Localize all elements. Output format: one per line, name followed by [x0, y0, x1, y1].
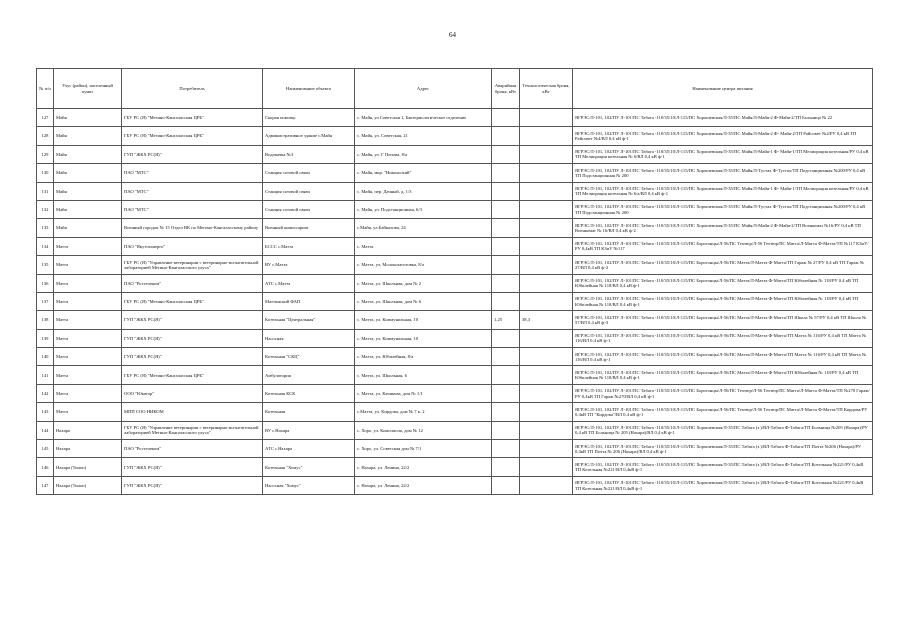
row-tech-reserve: [520, 458, 573, 476]
row-emergency-reserve: [492, 329, 520, 347]
row-number: 137: [37, 292, 54, 310]
row-consumer: ГУП "ЖКХ РС(Я)": [122, 145, 263, 163]
row-address: с. Матта, ул. Качикова, дом № 1/1: [355, 384, 492, 402]
row-district: Майя: [54, 127, 122, 145]
row-number: 146: [37, 458, 54, 476]
row-tech-reserve: [520, 256, 573, 274]
table-row: [37, 476, 873, 494]
row-district: Нахара: [54, 421, 122, 439]
row-emergency-reserve: [492, 384, 520, 402]
row-district: Матта: [54, 311, 122, 329]
table-row: [37, 440, 873, 458]
row-tech-reserve: [520, 476, 573, 494]
row-consumer: ПАО "Якутскэнерго": [122, 237, 263, 255]
row-emergency-reserve: [492, 292, 520, 310]
row-number: 139: [37, 329, 54, 347]
row-power-center: ЯГРЭС/Л-101, 102/ПУ Л-101/ПС Табага -110/35/10/Л-115/ПС Хорошевская/Л-35/ПС Майя/Л-Майя-2 Ф-Майя-2/ТП Военкомат №16/РУ 0,4 кВ ТП Военкомат № 16/ВЛ 0,4 кВ ф-2: [573, 219, 873, 237]
row-number: 147: [37, 476, 54, 494]
row-object: Котельная "СКЦ": [263, 348, 355, 366]
row-address: с. Матта, ул. Коммунальная, 10: [355, 329, 492, 347]
row-address: с. Нахара, ул. Ленина, 22/2: [355, 458, 492, 476]
row-district: Матта: [54, 292, 122, 310]
row-emergency-reserve: [492, 256, 520, 274]
row-consumer: ГУП "ЖКХ РС(Я)": [122, 458, 263, 476]
row-number: 131: [37, 182, 54, 200]
row-number: 145: [37, 440, 54, 458]
row-object: АТС с.Нахара: [263, 440, 355, 458]
header-object: Наименование объекта: [263, 69, 355, 109]
row-emergency-reserve: [492, 403, 520, 421]
row-object: Котельная "Центральная": [263, 311, 355, 329]
row-district: Матта: [54, 366, 122, 384]
row-emergency-reserve: [492, 274, 520, 292]
row-address: с. Матта, ул. Молокозаготовка, 8/а: [355, 256, 492, 274]
row-district: Матта: [54, 348, 122, 366]
row-district: Матта: [54, 403, 122, 421]
row-district: Матта: [54, 256, 122, 274]
table-row: [37, 256, 873, 274]
page-number: 64: [449, 31, 456, 39]
row-address: с. Нахара, ул. Ленина, 22/2: [355, 476, 492, 494]
row-tech-reserve: [520, 237, 573, 255]
row-consumer: ГБУ РС (Я) "Мегино-Кангаласская ЦРБ": [122, 127, 263, 145]
row-tech-reserve: [520, 145, 573, 163]
row-emergency-reserve: [492, 237, 520, 255]
row-consumer: ПАО "Ростелеком": [122, 440, 263, 458]
header-power-center: Наименование центра питания: [573, 69, 873, 109]
row-number: 135: [37, 256, 54, 274]
row-object: Скорая помощь: [263, 109, 355, 127]
header-address: Адрес: [355, 69, 492, 109]
row-object: Станция сотовой связи: [263, 182, 355, 200]
row-object: Административное здание с.Майя: [263, 127, 355, 145]
row-emergency-reserve: [492, 219, 520, 237]
row-tech-reserve: [520, 384, 573, 402]
table-row: [37, 329, 873, 347]
row-power-center: ЯГРЭС/Л-101, 102/ПУ Л-101/ПС Табага -110/35/10/Л-115/ПС Хорошевская/Л-35/ПС Табага (з.)/ВЛ-Табага Ф-Табага/ТП Котельная №221/РУ 0,4кВ ТП Котельная №221/ВЛ 0,4кВ ф-1: [573, 476, 873, 494]
row-emergency-reserve: [492, 348, 520, 366]
row-tech-reserve: [520, 200, 573, 218]
row-tech-reserve: [520, 164, 573, 182]
row-district: Майя: [54, 200, 122, 218]
row-power-center: ЯГРЭС/Л-101, 102/ПУ Л-101/ПС Табага -110/35/10/Л-115/ПС Борогонцы/Л-56/ПС Матта/Л-Матта Ф-Матта/ТП Юбилейная № 118/РУ 0,4 кВ ТП Юбилейная № 118/ВЛ 0,4 кВ ф-1: [573, 292, 873, 310]
row-power-center: ЯГРЭС/Л-101, 102/ПУ Л-101/ПС Табага -110/35/10/Л-115/ПС Хорошевская/Л-35/ПС Табага (з.)/ВЛ-Табага Ф-Табага/ТП Котельная №221/РУ 0,4кВ ТП Котельная №221/ВЛ 0,4кВ ф-1: [573, 458, 873, 476]
row-consumer: ГБУ РС (Я) "Мегино-Кангаласская ЦРБ": [122, 109, 263, 127]
row-consumer: МПП СОО НИКОМ: [122, 403, 263, 421]
table-row: [37, 458, 873, 476]
table-header: [37, 69, 873, 109]
row-object: Котельная "Хомус": [263, 458, 355, 476]
table-body: [37, 109, 873, 495]
row-district: Матта: [54, 274, 122, 292]
row-address: с.Майя, ул.Байкалова, 24: [355, 219, 492, 237]
row-object: Котельная КСК: [263, 384, 355, 402]
row-district: Нахара (Тоноп): [54, 476, 122, 494]
table-row: [37, 292, 873, 310]
row-address: с. Майя, ул. Г Попова, 8/а: [355, 145, 492, 163]
table-row: [37, 384, 873, 402]
row-emergency-reserve: [492, 182, 520, 200]
row-consumer: ГУП "ЖКХ РС(Я)": [122, 311, 263, 329]
row-object: Насосная "Хомус": [263, 476, 355, 494]
row-district: Нахара (Тоноп): [54, 458, 122, 476]
table-row: [37, 348, 873, 366]
table-row: [37, 164, 873, 182]
row-consumer: ГУП "ЖКХ РС(Я)": [122, 348, 263, 366]
row-number: 132: [37, 200, 54, 218]
row-object: ВУ с.Нахара: [263, 421, 355, 439]
row-object: Станция сотовой связи: [263, 164, 355, 182]
row-consumer: ГУП "ЖКХ РС(Я)": [122, 329, 263, 347]
row-district: Майя: [54, 219, 122, 237]
table-row: [37, 200, 873, 218]
row-power-center: ЯГРЭС/Л-101, 102/ПУ Л-101/ПС Табага -110/35/10/Л-115/ПС Хорошевская/Л-35/ПС Табага (з.)/ВЛ-Табага Ф-Табага/ТП Больница №205 (Нахара)/РУ 0,4 кВ ТП Больница № 205 (Нахара)/ВЛ 0,4 кВ ф-1: [573, 421, 873, 439]
row-tech-reserve: [520, 403, 573, 421]
row-tech-reserve: [520, 182, 573, 200]
row-address: с. Хоро, ул. Советская дом № 7/1: [355, 440, 492, 458]
row-number: 129: [37, 145, 54, 163]
row-power-center: ЯГРЭС/Л-101, 102/ПУ Л-101/ПС Табага -110/35/10/Л-115/ПС Борогонцы/Л-56/ПС Техтюр/Л-56 Техтюр/ПС Матта/Л-Матта Ф-Матта/ТП Кирдова/РУ 0,4кВ ТП "Кирдова"/ВЛ 0,4 кВ ф-1: [573, 403, 873, 421]
row-emergency-reserve: [492, 200, 520, 218]
row-number: 141: [37, 366, 54, 384]
header-emergency-reserve: Аварийная броня, кВт: [492, 69, 520, 109]
header-number: № п/п: [37, 69, 54, 109]
row-power-center: ЯГРЭС/Л-101, 102/ПУ Л-101/ПС Табага -110/35/10/Л-115/ПС Хорошевская/Л-35/ПС Майя/Л-Тустах Ф-Тустах/ТП Подстанционная №200/РУ 0,4 кВ ТП Подстанционная № 200: [573, 164, 873, 182]
row-emergency-reserve: [492, 476, 520, 494]
row-power-center: ЯГРЭС/Л-101, 102/ПУ Л-101/ПС Табага -110/35/10/Л-115/ПС Хорошевская/Л-35/ПС Майя/Л-Майя-2 Ф-Майя-2/ТП Больница № 22: [573, 109, 873, 127]
row-address: с. Матта, ул. Школьная, дом № 6: [355, 292, 492, 310]
row-consumer: ПАО "МТС": [122, 200, 263, 218]
row-number: 134: [37, 237, 54, 255]
table-row: [37, 145, 873, 163]
row-emergency-reserve: [492, 421, 520, 439]
row-object: Котельная: [263, 403, 355, 421]
row-object: Маттинский ФАП: [263, 292, 355, 310]
row-tech-reserve: [520, 348, 573, 366]
table-row: [37, 237, 873, 255]
power-supply-table: [36, 68, 873, 495]
row-emergency-reserve: [492, 366, 520, 384]
header-tech-reserve: Технологическая броня, кВт: [520, 69, 573, 109]
row-consumer: ГБУ РС (Я) "Управление ветеринарии с ветеринарно-испытательной лабораторией Мегино-Кангаласского улуса": [122, 421, 263, 439]
row-power-center: ЯГРЭС/Л-101, 102/ПУ Л-101/ПС Табага -110/35/10/Л-115/ПС Хорошевская/Л-35/ПС Табага (з.)/ВЛ-Табага Ф-Табага/ТП Почта №206 (Нахара)/РУ 0,4кВ ТП Почта № 206 (Нахара)/ВЛ 0,4 кВ ф-1: [573, 440, 873, 458]
table-row: [37, 274, 873, 292]
row-number: 144: [37, 421, 54, 439]
row-tech-reserve: [520, 421, 573, 439]
row-tech-reserve: [520, 219, 573, 237]
table-row: [37, 421, 873, 439]
row-power-center: ЯГРЭС/Л-101, 102/ПУ Л-101/ПС Табага -110/35/10/Л-115/ПС Хорошевская/Л-35/ПС Майя/Л-Майя-1 Ф- Майя-1/ТП Мелиорация котельная/РУ 0,4 кВ ТП Мелиорация котельная № 6/ВЛ 0,4 кВ ф-1: [573, 145, 873, 163]
row-consumer: ПАО "МТС": [122, 164, 263, 182]
row-emergency-reserve: [492, 440, 520, 458]
row-consumer: ПАО "МТС": [122, 182, 263, 200]
row-power-center: ЯГРЭС/Л-101, 102/ПУ Л-101/ПС Табага -110/35/10/Л-115/ПС Борогонцы/Л-56/ПС Техтюр/Л-56 Техтюр/ПС Матта/Л-Матта Ф-Матта/ТП №270 Гараж/РУ 0,4кВ ТП Гараж №270/ВЛ 0,4 кВ ф-1: [573, 384, 873, 402]
row-consumer: ГБУ РС (Я) "Управление ветеринарии с ветеринарно-испытательной лабораторией Мегино-Кангаласского улуса": [122, 256, 263, 274]
row-address: с. Хоро, ул. Комсомола, дом № 12: [355, 421, 492, 439]
row-tech-reserve: 38,3: [520, 311, 573, 329]
row-consumer: ГБУ РС (Я) "Мегино-Кангаласская ЦРБ": [122, 366, 263, 384]
row-number: 133: [37, 219, 54, 237]
row-address: с. Матта, ул. Школьная, 6: [355, 366, 492, 384]
row-consumer: ГБУ РС (Я) "Мегино-Кангаласская ЦРБ": [122, 292, 263, 310]
row-power-center: ЯГРЭС/Л-101, 102/ПУ Л-101/ПС Табага -110/35/10/Л-115/ПС Борогонцы/Л-56/ПС Матта/Л-Матта Ф-Матта/ТП Юбилейная № 118/РУ 0,4 кВ ТП Юбилейная № 118/ВЛ 0,4 кВ ф-1: [573, 274, 873, 292]
row-tech-reserve: [520, 109, 573, 127]
row-power-center: ЯГРЭС/Л-101, 102/ПУ Л-101/ПС Табага -110/35/10/Л-115/ПС Борогонцы/Л-56/ПС Матта/Л-Матта Ф-Матта/ТП Юбилейная № 118/РУ 0,4 кВ ТП Юбилейная № 118/ВЛ 0,4 кВ ф-1: [573, 366, 873, 384]
row-emergency-reserve: 1,25: [492, 311, 520, 329]
row-consumer: ООО "Юкатор": [122, 384, 263, 402]
row-tech-reserve: [520, 292, 573, 310]
row-power-center: ЯГРЭС/Л-101, 102/ПУ Л-101/ПС Табага -110/35/10/Л-115/ПС Борогонцы/Л-56/ПС Матта/Л-Матта Ф-Матта/ТП Гараж № 27/РУ 0,4 кВ ТП Гараж № 27/ВЛ 0,4 кВ ф-2: [573, 256, 873, 274]
row-object: ВУ с.Матта: [263, 256, 355, 274]
row-power-center: ЯГРЭС/Л-101, 102/ПУ Л-101/ПС Табага -110/35/10/Л-115/ПС Борогонцы/Л-56/ПС Матта/Л-Матта Ф-Матта/ТП Школа № 57/РУ 0,4 кВ ТП Школа № 57/ВЛ 0,4 кВ ф-3: [573, 311, 873, 329]
row-district: Матта: [54, 384, 122, 402]
table-row: [37, 109, 873, 127]
row-object: АТС с.Матта: [263, 274, 355, 292]
row-object: Насосная: [263, 329, 355, 347]
row-tech-reserve: [520, 366, 573, 384]
header-district: Улус (район), населенный пункт: [54, 69, 122, 109]
row-district: Матта: [54, 329, 122, 347]
row-object: Водокачка №3: [263, 145, 355, 163]
row-district: Майя: [54, 145, 122, 163]
row-emergency-reserve: [492, 145, 520, 163]
row-district: Матта: [54, 237, 122, 255]
row-object: Военный комиссариат: [263, 219, 355, 237]
row-address: с.Матта, ул. Кирдова, дом № 7 к. 2: [355, 403, 492, 421]
row-power-center: ЯГРЭС/Л-101, 102/ПУ Л-101/ПС Табага -110/35/10/Л-115/ПС Хорошевская/Л-35/ПС Майя/Л-Майя-1 Ф- Майя-1/ТП Мелиорация котельная/РУ 0,4 кВ ТП Мелиорация котельная № 6/а/ВЛ 0,4 кВ ф-1: [573, 182, 873, 200]
row-district: Майя: [54, 164, 122, 182]
header-row: [37, 69, 873, 109]
table-row: [37, 366, 873, 384]
table-row: [37, 219, 873, 237]
row-address: с. Матта: [355, 237, 492, 255]
row-tech-reserve: [520, 127, 573, 145]
row-district: Нахара: [54, 440, 122, 458]
row-power-center: ЯГРЭС/Л-101, 102/ПУ Л-101/ПС Табага -110/35/10/Л-115/ПС Хорошевская/Л-35/ПС Майя/Л-Тустах Ф-Тустах/ТП Подстанционная №200/РУ 0,4 кВ ТП Подстанционная № 200: [573, 200, 873, 218]
row-address: с. Майя, ул.Советская 1, Бактериологическое отделение: [355, 109, 492, 127]
row-number: 138: [37, 311, 54, 329]
row-emergency-reserve: [492, 127, 520, 145]
row-number: 127: [37, 109, 54, 127]
row-consumer: Военный городок № 15 Отдел ВК по Мегино-Кангаласскому району: [122, 219, 263, 237]
row-address: с. Майя, ул. Советская, 21: [355, 127, 492, 145]
row-emergency-reserve: [492, 109, 520, 127]
row-address: с. Матта, ул. Коммунальная, 10: [355, 311, 492, 329]
row-address: с. Майя, ул. Подстанционная, 6/3: [355, 200, 492, 218]
row-number: 140: [37, 348, 54, 366]
row-address: с. Матта, ул. Школьная, дом № 2: [355, 274, 492, 292]
table-row: [37, 182, 873, 200]
header-consumer: Потребитель: [122, 69, 263, 109]
row-power-center: ЯГРЭС/Л-101, 102/ПУ Л-101/ПС Табага -110/35/10/Л-115/ПС Борогонцы/Л-56/ПС Матта/Л-Матта Ф-Матта/ТП Матта № 116/РУ 0,4 кВ ТП Матта № 116/ВЛ 0,4 кВ ф-1: [573, 329, 873, 347]
row-tech-reserve: [520, 329, 573, 347]
row-consumer: ПАО "Ростелеком": [122, 274, 263, 292]
row-address: с. Майя, мкр. "Никольский": [355, 164, 492, 182]
row-address: с. Майя, пер. Дачный, д. 1/3: [355, 182, 492, 200]
row-power-center: ЯГРЭС/Л-101, 102/ПУ Л-101/ПС Табага -110/35/10/Л-115/ПС Борогонцы/Л-56/ПС Матта/Л-Матта Ф-Матта/ТП Матта № 116/РУ 0,4 кВ ТП Матта № 116/ВЛ 0,4 кВ ф-1: [573, 348, 873, 366]
row-address: с. Матта, ул. Юбилейная, 8/а: [355, 348, 492, 366]
row-emergency-reserve: [492, 458, 520, 476]
row-power-center: ЯГРЭС/Л-101, 102/ПУ Л-101/ПС Табага -110/35/10/Л-115/ПС Борогонцы/Л-56/ПС Техтюр/Л-56 Техтюр/ПС Матта/Л-Матта Ф-Матта/ТП №117 КЗиУ/РУ 0,4кВ ТП КЗиУ №117: [573, 237, 873, 255]
table-row: [37, 403, 873, 421]
row-number: 136: [37, 274, 54, 292]
row-object: Амбулатория: [263, 366, 355, 384]
table-row: [37, 311, 873, 329]
table-row: [37, 127, 873, 145]
row-number: 130: [37, 164, 54, 182]
row-object: БССС с.Матта: [263, 237, 355, 255]
row-emergency-reserve: [492, 164, 520, 182]
row-tech-reserve: [520, 274, 573, 292]
row-number: 128: [37, 127, 54, 145]
row-object: Станция сотовой связи: [263, 200, 355, 218]
row-district: Майя: [54, 109, 122, 127]
row-number: 142: [37, 384, 54, 402]
row-district: Майя: [54, 182, 122, 200]
row-consumer: ГУП "ЖКХ РС(Я)": [122, 476, 263, 494]
row-number: 143: [37, 403, 54, 421]
row-tech-reserve: [520, 440, 573, 458]
row-power-center: ЯГРЭС/Л-101, 102/ПУ Л-101/ПС Табага -110/35/10/Л-115/ПС Хорошевская/Л-35/ПС Майя/Л-Майя-2 Ф- Майя-2/ТП Райсовет №4/РУ 0,4 кВ ТП Райсовет №4/ВЛ 0,4 кВ ф-1: [573, 127, 873, 145]
